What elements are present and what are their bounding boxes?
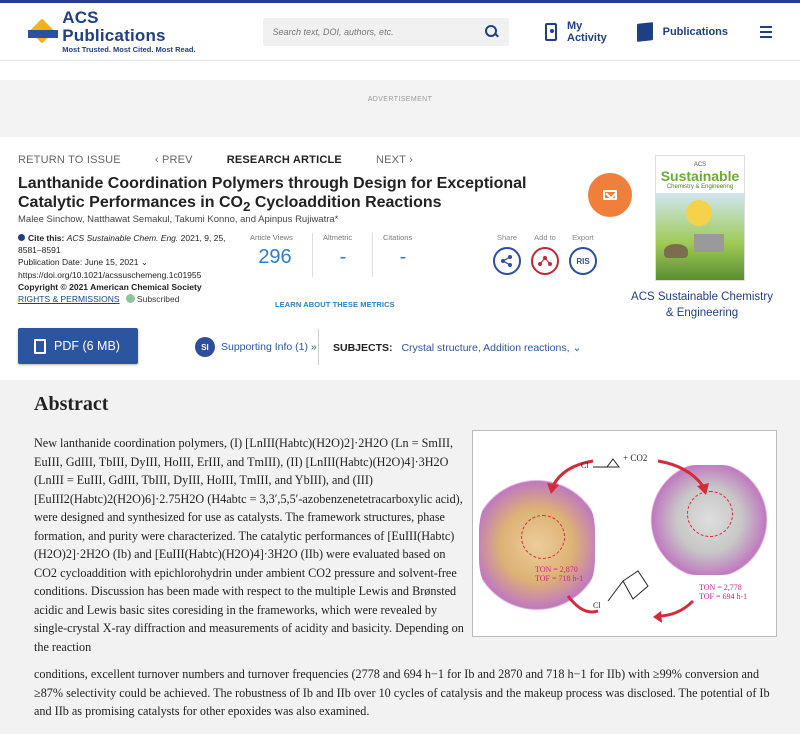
rights-permissions-link[interactable]: RIGHTS & PERMISSIONS bbox=[18, 294, 120, 305]
logo-title: ACS Publications bbox=[62, 8, 166, 45]
next-link[interactable]: NEXT › bbox=[375, 154, 414, 166]
article-header bbox=[0, 137, 800, 382]
search-input[interactable] bbox=[273, 27, 485, 37]
altmetric-label: Altmetric bbox=[323, 233, 353, 242]
subjects-expand-icon[interactable]: ⌄ bbox=[572, 342, 582, 354]
article-title: Lanthanide Coordination Polymers through Design for Exceptional Catalytic Performances in $CO_2$ Cycloaddition Reactions bbox=[18, 175, 527, 215]
activity-icon bbox=[545, 23, 557, 41]
mail-icon bbox=[603, 190, 617, 200]
divider bbox=[318, 329, 319, 365]
toc-graphic[interactable] bbox=[472, 430, 777, 637]
journal-cover-image[interactable] bbox=[655, 155, 745, 281]
article-actions bbox=[493, 233, 597, 275]
search-icon[interactable] bbox=[485, 25, 499, 39]
metrics-panel bbox=[250, 233, 432, 277]
article-navigation bbox=[18, 154, 413, 166]
abstract-text-continued: conditions, excellent turnover numbers and turnover frequencies (2778 and 694 h−1 for Ib and 2870 and 718 h−1 for IIb) with ≥99% conversion and ≥87% selectivity could be achieved. The robustness of Ib and IIb over 10 cycles of catalysis and the makeup process was disclosed. The potential of Ib and IIb as promising catalysts for other epoxides was also examined. bbox=[34, 667, 770, 718]
add-to-icon[interactable] bbox=[531, 247, 559, 275]
si-badge: SI bbox=[195, 337, 215, 357]
site-header bbox=[0, 3, 800, 61]
cover-acs: ACS bbox=[693, 162, 707, 168]
pdf-label: PDF (6 MB) bbox=[54, 339, 120, 353]
publications-label: Publications bbox=[662, 25, 729, 38]
pdf-download-button[interactable] bbox=[18, 328, 138, 364]
book-icon bbox=[637, 22, 653, 42]
citations-label: Citations bbox=[383, 233, 413, 242]
acs-logo-icon bbox=[28, 20, 56, 44]
share-label: Share bbox=[496, 233, 517, 242]
doi-link[interactable]: https://doi.org/10.1021/acssuschemeng.1c01955 bbox=[18, 269, 202, 280]
citations-value[interactable]: - bbox=[399, 246, 407, 268]
cite-details: 2021, 9, 25, 8581–8591 bbox=[18, 233, 226, 256]
publications-link[interactable] bbox=[637, 23, 728, 41]
subjects-list bbox=[333, 342, 581, 354]
subscribed-label: Subscribed bbox=[136, 294, 180, 305]
cite-journal: ACS Sustainable Chem. Eng. bbox=[66, 233, 179, 243]
article-type: RESEARCH ARTICLE bbox=[226, 154, 342, 166]
views-label: Article Views bbox=[250, 233, 293, 242]
share-icon[interactable] bbox=[493, 247, 521, 275]
copyright: Copyright © 2021 American Chemical Society bbox=[18, 281, 202, 292]
cover-subtitle: Chemistry & Engineering bbox=[666, 184, 734, 190]
cite-label[interactable]: Cite this: bbox=[28, 233, 65, 243]
ton-left: TON = 2,870 TOF = 718 h-1 bbox=[535, 565, 584, 583]
return-to-issue-link[interactable]: RETURN TO ISSUE bbox=[18, 154, 121, 166]
citation-block bbox=[18, 232, 238, 305]
abstract-text: New lanthanide coordination polymers, (I) [LnIII(Habtc)(H2O)2]·2H2O (Ln = SmIII, EuIII, GdIII, TbIII, DyIII, HoIII, ErIII, and TmIII), (II) [LnIII(Habtc)(H2O)4]·3H2O (LnIII = EuIII, GdIII, TbIII, DyIII, HoIII, TmIII, and YbIII), and (III) [EuIII2(Habtc)2(H2O)6]·2.75H2O (H4abtc = 3,3′,5,5′-azobenzenetetracarboxylic acid), were designed and synthesized for use as catalysts. The framework structures, phase formation, and purity were characterized. The catalytic performances of [EuIII(Habtc)(H2O)2]·2H2O (Ib) and [EuIII(Habtc)(H2O)4]·3H2O (IIb) were evaluated based on CO2 cycloaddition with epichlorohydrin under ambient CO2 pressure and solvent-free conditions. Discussion has been made with respect to the multiple Lewis and Brønsted acidic and Lewis basic sites coresiding in the frameworks, which were revealed by single-crystal X-ray diffraction and measurements of acidity and basicity. Depending on the reaction bbox=[34, 436, 464, 654]
cover-title: Sustainable bbox=[660, 168, 740, 184]
learn-metrics-link[interactable]: LEARN ABOUT THESE METRICS bbox=[275, 300, 395, 309]
cl-label-top: Cl bbox=[581, 461, 589, 470]
export-ris-button[interactable]: RIS bbox=[569, 247, 597, 275]
altmetric-value[interactable]: - bbox=[339, 246, 347, 268]
logo-tagline: Most Trusted. Most Cited. Most Read. bbox=[62, 45, 196, 54]
email-alert-button[interactable] bbox=[588, 173, 632, 217]
reagent-label: + CO2 bbox=[623, 453, 648, 463]
my-activity-link[interactable] bbox=[545, 20, 615, 44]
abstract-section bbox=[0, 380, 800, 734]
advertisement-label: ADVERTISEMENT bbox=[367, 96, 433, 103]
subjects-label: SUBJECTS: bbox=[333, 342, 393, 354]
subject-addition-reactions[interactable]: Addition reactions, bbox=[483, 342, 570, 354]
advertisement-area bbox=[0, 80, 800, 137]
subscribed-check-icon bbox=[126, 294, 135, 303]
abstract-heading: Abstract bbox=[34, 393, 109, 415]
views-value: 296 bbox=[258, 246, 292, 268]
search-box[interactable] bbox=[263, 18, 509, 46]
cl-label-bottom: Cl bbox=[593, 601, 601, 610]
prev-link[interactable]: ‹ PREV bbox=[154, 154, 193, 166]
publication-date[interactable]: Publication Date: June 15, 2021 ⌄ bbox=[18, 257, 148, 268]
my-activity-label: My Activity bbox=[567, 19, 607, 44]
author-list[interactable]: Malee Sinchow, Natthawat Semakul, Takumi Konno, and Apinpus Rujiwatra* bbox=[18, 214, 339, 225]
subject-crystal-structure[interactable]: Crystal structure, bbox=[401, 342, 481, 354]
acs-logo[interactable] bbox=[28, 9, 199, 54]
export-label: Export bbox=[572, 233, 594, 242]
ton-right: TON = 2,778 TOF = 694 h-1 bbox=[699, 583, 748, 601]
supporting-info-link[interactable] bbox=[195, 337, 317, 357]
cite-icon bbox=[18, 234, 25, 241]
supporting-info-label: Supporting Info (1) » bbox=[221, 341, 317, 353]
menu-icon[interactable] bbox=[760, 26, 772, 38]
pdf-icon bbox=[34, 339, 46, 354]
journal-name-link[interactable]: ACS Sustainable Chemistry & Engineering bbox=[631, 291, 773, 319]
add-to-label: Add to bbox=[534, 233, 556, 242]
